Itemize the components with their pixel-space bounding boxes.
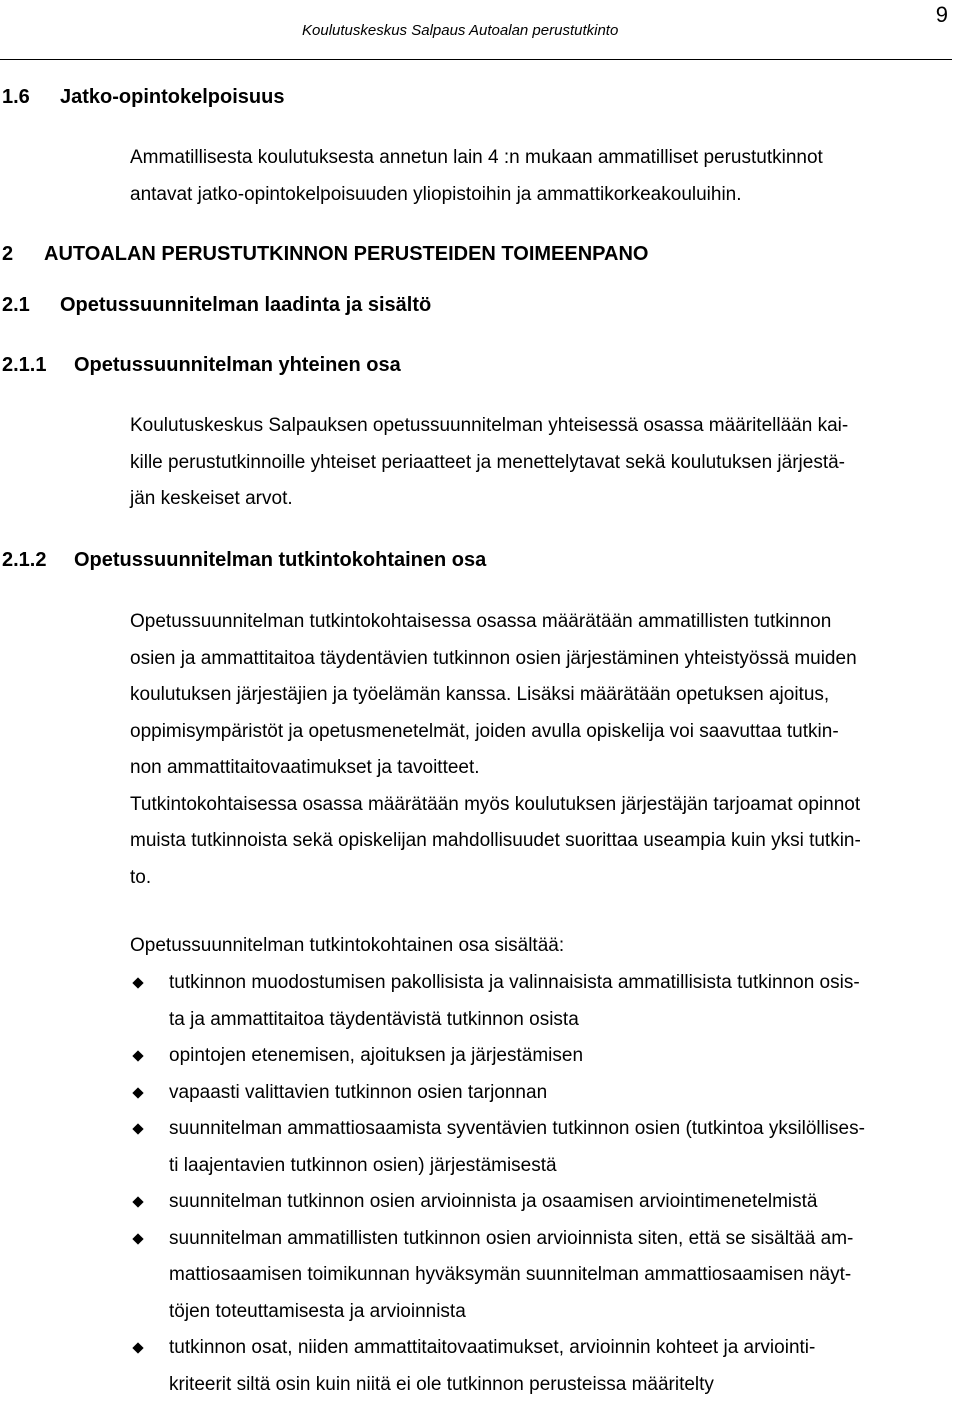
text-line: Koulutuskeskus Salpauksen opetussuunnitelman yhteisessä osassa määritellään kai- — [130, 415, 849, 436]
diamond-bullet-icon — [132, 1087, 143, 1098]
list-intro — [130, 928, 956, 965]
text-line: kriteerit siltä osin kuin niitä ei ole tutkinnon perusteissa määritelty — [169, 1373, 714, 1395]
text-line: opintojen etenemisen, ajoituksen ja järjestämisen — [169, 1045, 584, 1066]
text-line: jän keskeiset arvot. — [130, 488, 293, 509]
text-line: ti laajentavien tutkinnon osien) järjestämisestä — [169, 1154, 557, 1176]
diamond-bullet-icon — [132, 1233, 143, 1244]
text-line: to. — [130, 866, 152, 888]
text-line: oppimisympäristöt ja opetusmenetelmät, joiden avulla opiskelija voi saavuttaa tutkin- — [130, 720, 839, 742]
text-line: tutkinnon muodostumisen pakollisista ja valinnaisista ammatillisista tutkinnon osis- — [169, 972, 860, 993]
paragraph-jatko-opintokelpoisuus — [130, 140, 956, 213]
text-line: kille perustutkinnoille yhteiset periaatteet ja menettelytavat sekä koulutuksen järjestä- — [130, 451, 845, 473]
text-line: suunnitelman ammatillisten tutkinnon osien arvioinnista siten, että se sisältää am- — [169, 1227, 854, 1249]
heading-title: Opetussuunnitelman laadinta ja sisältö — [60, 294, 432, 316]
diamond-bullet-icon — [132, 1196, 143, 1207]
page-number: 9 — [935, 2, 948, 27]
text-line: tutkinnon osat, niiden ammattitaitovaatimukset, arvioinnin kohteet ja arviointi- — [169, 1337, 816, 1358]
heading-title: Opetussuunnitelman yhteinen osa — [74, 354, 401, 376]
heading-title: Opetussuunnitelman tutkintokohtainen osa — [74, 549, 487, 571]
heading-1-6 — [2, 86, 284, 109]
list-item — [130, 1184, 956, 1221]
text-line: muista tutkinnoista sekä opiskelijan mahdollisuudet suorittaa useampia kuin yksi tutkin- — [130, 830, 861, 851]
text-line: Tutkintokohtaisessa osassa määrätään myös koulutuksen järjestäjän tarjoamat opinnot — [130, 793, 861, 815]
text-line: vapaasti valittavien tutkinnon osien tarjonnan — [169, 1081, 548, 1103]
list-item — [130, 965, 956, 1038]
heading-number: 2.1.2 — [2, 549, 47, 571]
heading-number: 2.1.1 — [2, 354, 47, 376]
text-line: koulutuksen järjestäjien ja työelämän kanssa. Lisäksi määrätään opetuksen ajoitus, — [130, 684, 830, 705]
text-line: mattiosaamisen toimikunnan hyväksymän suunnitelman ammattiosaamisen näyt- — [169, 1264, 852, 1285]
text-line: Ammatillisesta koulutuksesta annetun lain 4 :n mukaan ammatilliset perustutkinnot — [130, 147, 823, 168]
list-item — [130, 1075, 956, 1112]
text-line: suunnitelman tutkinnon osien arvioinnista ja osaamisen arviointimenetelmistä — [169, 1191, 818, 1212]
heading-title: Jatko-opintokelpoisuus — [60, 86, 285, 108]
heading-2 — [2, 243, 648, 266]
heading-2-1-1 — [2, 354, 401, 377]
text-line: non ammattitaitovaatimukset ja tavoitteet. — [130, 757, 480, 778]
paragraph-tutkintokohtainen-osa — [130, 604, 956, 896]
list-item — [130, 1111, 956, 1184]
heading-number: 2 — [2, 243, 14, 265]
heading-number: 1.6 — [2, 86, 30, 108]
list-item — [130, 1330, 956, 1403]
diamond-bullet-icon — [132, 1123, 143, 1134]
list-item — [130, 1038, 956, 1075]
text-line: töjen toteuttamisesta ja arvioinnista — [169, 1300, 466, 1322]
header-divider — [0, 59, 952, 60]
diamond-bullet-icon — [132, 1050, 143, 1061]
paragraph-yhteinen-osa — [130, 408, 956, 518]
text-line: Opetussuunnitelman tutkintokohtaisessa osassa määrätään ammatillisten tutkinnon — [130, 611, 832, 632]
diamond-bullet-icon — [132, 977, 143, 988]
heading-title: AUTOALAN PERUSTUTKINNON PERUSTEIDEN TOIMEENPANO — [44, 243, 649, 265]
heading-2-1 — [2, 294, 431, 317]
text-line: antavat jatko-opintokelpoisuuden yliopistoihin ja ammattikorkeakouluihin. — [130, 183, 742, 205]
heading-number: 2.1 — [2, 294, 30, 316]
text-line: osien ja ammattitaitoa täydentävien tutkinnon osien järjestäminen yhteistyössä muiden — [130, 647, 857, 669]
contents-bullet-list — [130, 965, 956, 1403]
list-item — [130, 1221, 956, 1331]
text-line: suunnitelman ammattiosaamista syventävien tutkinnon osien (tutkintoa yksilöllises- — [169, 1118, 865, 1139]
text-line: Opetussuunnitelman tutkintokohtainen osa sisältää: — [130, 935, 565, 956]
heading-2-1-2 — [2, 549, 486, 572]
text-line: ta ja ammattitaitoa täydentävistä tutkinnon osista — [169, 1008, 579, 1030]
running-header: Koulutuskeskus Salpaus Autoalan perustutkinto — [302, 22, 619, 39]
diamond-bullet-icon — [132, 1342, 143, 1353]
